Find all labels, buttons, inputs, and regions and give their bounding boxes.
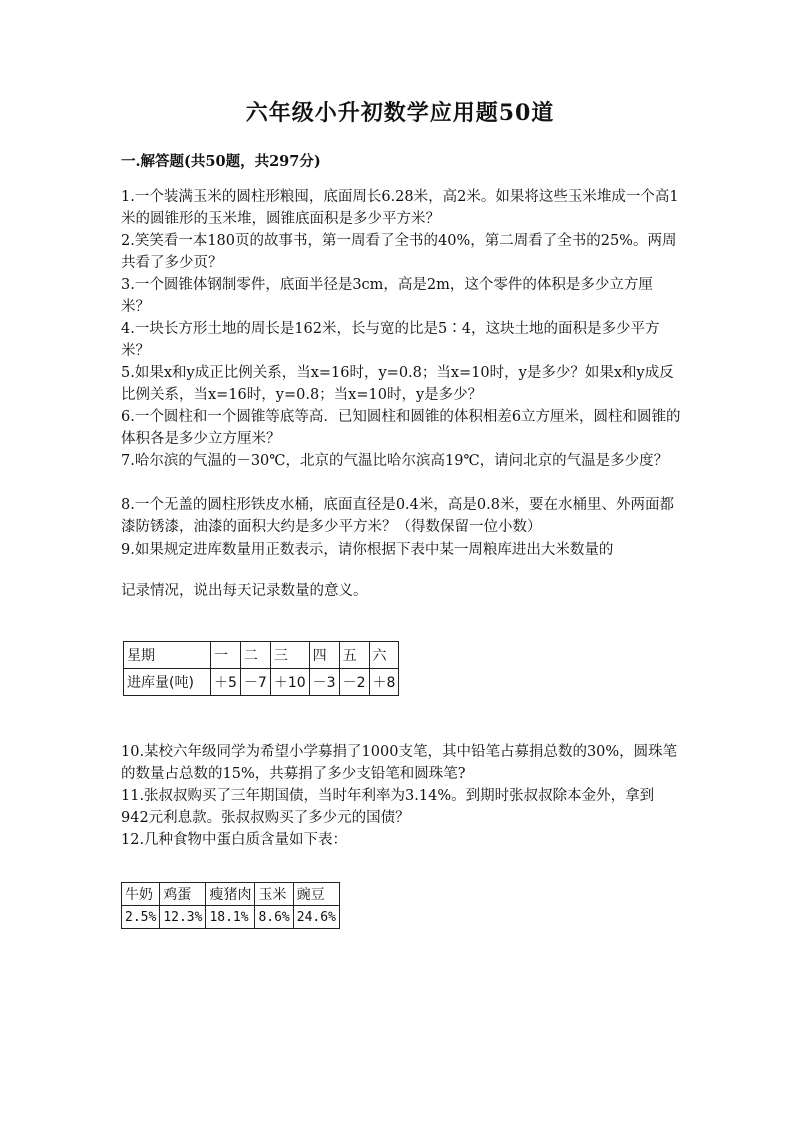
table-cell: －3	[309, 669, 339, 696]
table-cell: 瘦猪肉	[206, 883, 255, 906]
table-cell: 牛奶	[122, 883, 160, 906]
table-cell: 一	[211, 642, 241, 669]
table-row	[124, 669, 399, 696]
question-10: 10.某校六年级同学为希望小学募捐了1000支笔，其中铅笔占募捐总数的30%，圆珠笔的数量占总数的15%，共募捐了多少支铅笔和圆珠笔?	[121, 744, 678, 782]
table-cell: ＋10	[270, 669, 309, 696]
table-cell: ＋5	[211, 669, 241, 696]
grain-table	[123, 641, 399, 696]
question-7: 7.哈尔滨的气温的－30℃，北京的气温比哈尔滨高19℃，请问北京的气温是多少度？	[121, 453, 669, 469]
question-8: 8.一个无盖的圆柱形铁皮水桶，底面直径是0.4米，高是0.8米，要在水桶里、外两面都漆防锈漆，油漆的面积大约是多少平方米？（得数保留一位小数）	[121, 497, 674, 535]
question-12: 12.几种食物中蛋白质含量如下表：	[121, 832, 348, 848]
page-title: 六年级小升初数学应用题50道	[245, 100, 555, 126]
question-2: 2.笑笑看一本180页的故事书，第一周看了全书的40%，第二周看了全书的25%。两周共看了多少页？	[121, 233, 677, 271]
question-5: 5.如果x和y成正比例关系，当x=16时，y=0.8；当x=10时，y是多少？如果x和y成反比例关系，当x=16时，y=0.8；当x=10时，y是多少？	[121, 365, 674, 403]
question-6: 6.一个圆柱和一个圆锥等底等高．已知圆柱和圆锥的体积相差6立方厘米，圆柱和圆锥的体积各是多少立方厘米？	[121, 409, 681, 447]
table-cell: 12.3%	[160, 906, 206, 929]
table-cell: 星期	[124, 642, 211, 669]
question-1: 1.一个装满玉米的圆柱形粮囤，底面周长6.28米，高2米。如果将这些玉米堆成一个高1米的圆锥形的玉米堆，圆锥底面积是多少平方米？	[121, 189, 679, 227]
table-cell: 三	[270, 642, 309, 669]
table-cell: 豌豆	[293, 883, 339, 906]
table-cell: 二	[240, 642, 270, 669]
table-cell: 五	[339, 642, 369, 669]
table-cell: 2.5%	[122, 906, 160, 929]
table-cell: 8.6%	[255, 906, 293, 929]
table-row	[122, 906, 340, 929]
table-cell: 鸡蛋	[160, 883, 206, 906]
table-cell: 四	[309, 642, 339, 669]
table-row	[124, 642, 399, 669]
table-cell: 24.6%	[293, 906, 339, 929]
table-cell: －2	[339, 669, 369, 696]
question-11: 11.张叔叔购买了三年期国债，当时年利率为3.14%。到期时张叔叔除本金外，拿到942元利息款。张叔叔购买了多少元的国债？	[121, 788, 655, 826]
question-4: 4.一块长方形土地的周长是162米，长与宽的比是5∶4，这块土地的面积是多少平方米？	[121, 321, 660, 359]
table-cell: 六	[369, 642, 399, 669]
question-9-continued: 记录情况，说出每天记录数量的意义。	[121, 583, 368, 599]
protein-table	[121, 882, 340, 929]
table-cell: 玉米	[255, 883, 293, 906]
table-row	[122, 883, 340, 906]
table-cell: 进库量(吨)	[124, 669, 211, 696]
table-cell: 18.1%	[206, 906, 255, 929]
question-9: 9.如果规定进库数量用正数表示，请你根据下表中某一周粮库进出大米数量的	[121, 542, 614, 558]
table-cell: ＋8	[369, 669, 399, 696]
section-heading: 一.解答题(共50题，共297分)	[121, 153, 321, 170]
table-cell: －7	[240, 669, 270, 696]
question-3: 3.一个圆锥体钢制零件，底面半径是3cm，高是2m，这个零件的体积是多少立方厘米？	[121, 277, 653, 315]
